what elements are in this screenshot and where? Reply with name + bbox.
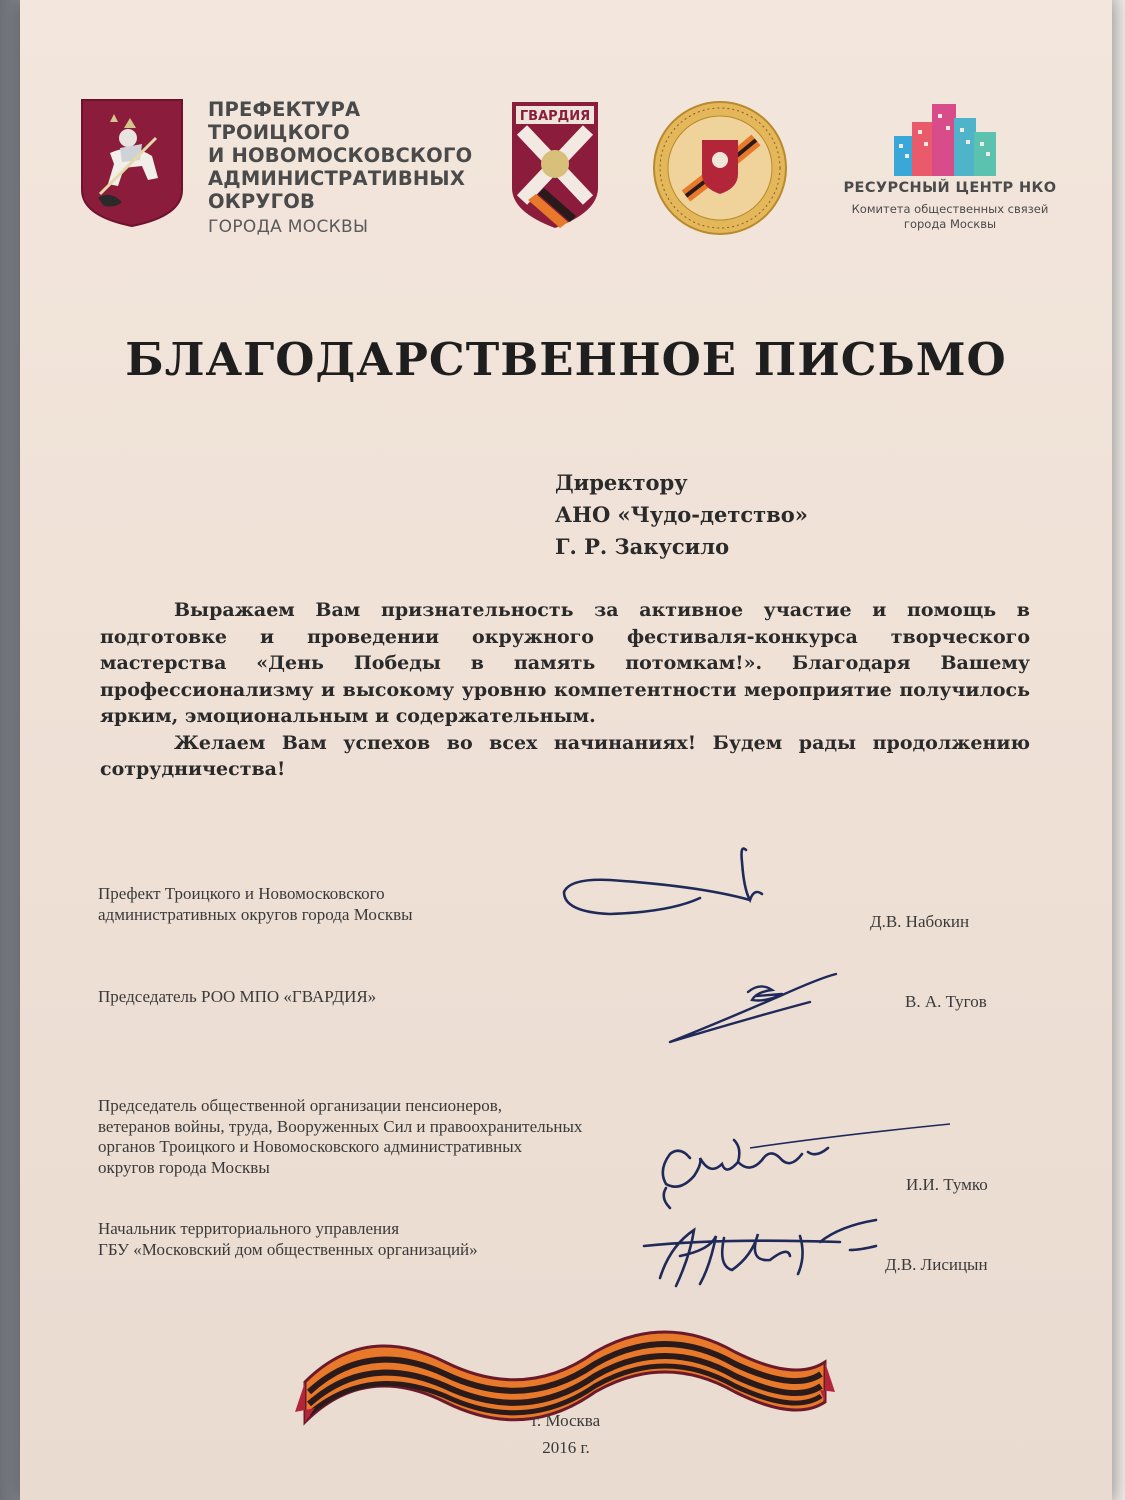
veterans-organization-seal-icon	[652, 100, 788, 236]
addressee-line: Директору	[555, 470, 688, 495]
signatory-title-line: Начальник территориального управления	[98, 1219, 400, 1238]
addressee-block	[555, 467, 808, 563]
signatory-title	[98, 1096, 582, 1178]
nko-resource-center-logo-icon	[890, 98, 1000, 176]
guard-logo-text: ГВАРДИЯ	[519, 109, 591, 124]
signatory-title-line: Председатель общественной организации пенсионеров,	[98, 1096, 503, 1115]
prefecture-name	[208, 98, 498, 237]
guard-shield-logo-icon	[510, 100, 600, 230]
body-paragraph: Желаем Вам успехов во всех начинаниях! Будем рады продолжению сотрудничества!	[100, 731, 1030, 780]
signatory-title-line: Председатель РОО МПО «ГВАРДИЯ»	[98, 987, 377, 1006]
letter-title: БЛАГОДАРСТВЕННОЕ ПИСЬМО	[125, 333, 1007, 386]
signatory-title-line: административных округов города Москвы	[98, 904, 413, 924]
certificate-sheet	[20, 0, 1112, 1500]
signature-lisitsyn-icon	[640, 1216, 890, 1296]
signatory-title	[98, 884, 413, 925]
year: 2016 г.	[542, 1438, 590, 1457]
addressee-line: АНО «Чудо-детство»	[555, 502, 808, 527]
prefecture-subtitle: ГОРОДА МОСКВЫ	[208, 217, 369, 237]
signatory-name: И.И. Тумко	[906, 1175, 988, 1194]
signatory-title-line: ветеранов войны, труда, Вооруженных Сил и правоохранительных	[98, 1116, 583, 1136]
nko-subtitle: Комитета общественных связей	[851, 202, 1049, 216]
moscow-coat-of-arms-icon	[80, 98, 184, 228]
prefecture-line: И НОВОМОСКОВСКОГО	[208, 144, 473, 167]
place-and-date	[20, 1407, 1112, 1461]
nko-subtitle: города Москвы	[903, 217, 997, 231]
signatory-title-line: ГБУ «Московский дом общественных организаций»	[98, 1239, 478, 1259]
addressee-line: Г. Р. Закусило	[555, 534, 730, 559]
signatory-title-line: Префект Троицкого и Новомосковского	[98, 884, 385, 903]
signature-nabokin-icon	[550, 840, 780, 930]
signatory-title	[98, 987, 376, 1008]
prefecture-line: АДМИНИСТРАТИВНЫХ	[208, 167, 466, 190]
signatory-name: Д.В. Набокин	[870, 912, 970, 931]
signatory-title-line: округов города Москвы	[98, 1157, 270, 1177]
signatory-name: В. А. Тугов	[905, 992, 987, 1011]
signatory-title-line: органов Троицкого и Новомосковского административных	[98, 1137, 523, 1156]
city: г. Москва	[531, 1411, 601, 1430]
nko-caption	[820, 180, 1080, 232]
signatory-name: Д.В. Лисицын	[885, 1255, 988, 1274]
nko-title: РЕСУРСНЫЙ ЦЕНТР НКО	[843, 180, 1057, 196]
signature-tumko-icon	[630, 1118, 960, 1228]
signature-tugov-icon	[660, 962, 850, 1057]
prefecture-line: ОКРУГОВ	[208, 190, 316, 213]
letter-body	[100, 597, 1030, 783]
body-paragraph: Выражаем Вам признательность за активное участие и помощь в подготовке и проведении окружного фестиваля-конкурса творческого мастерства «День Победы в память потомкам!». Благодаря Вашему профессионализму и высокому уровню компетентности мероприятие получилось ярким, эмоциональным и содержательным.	[100, 599, 1030, 727]
signatory-title	[98, 1219, 478, 1260]
prefecture-line: ПРЕФЕКТУРА ТРОИЦКОГО	[208, 98, 361, 144]
